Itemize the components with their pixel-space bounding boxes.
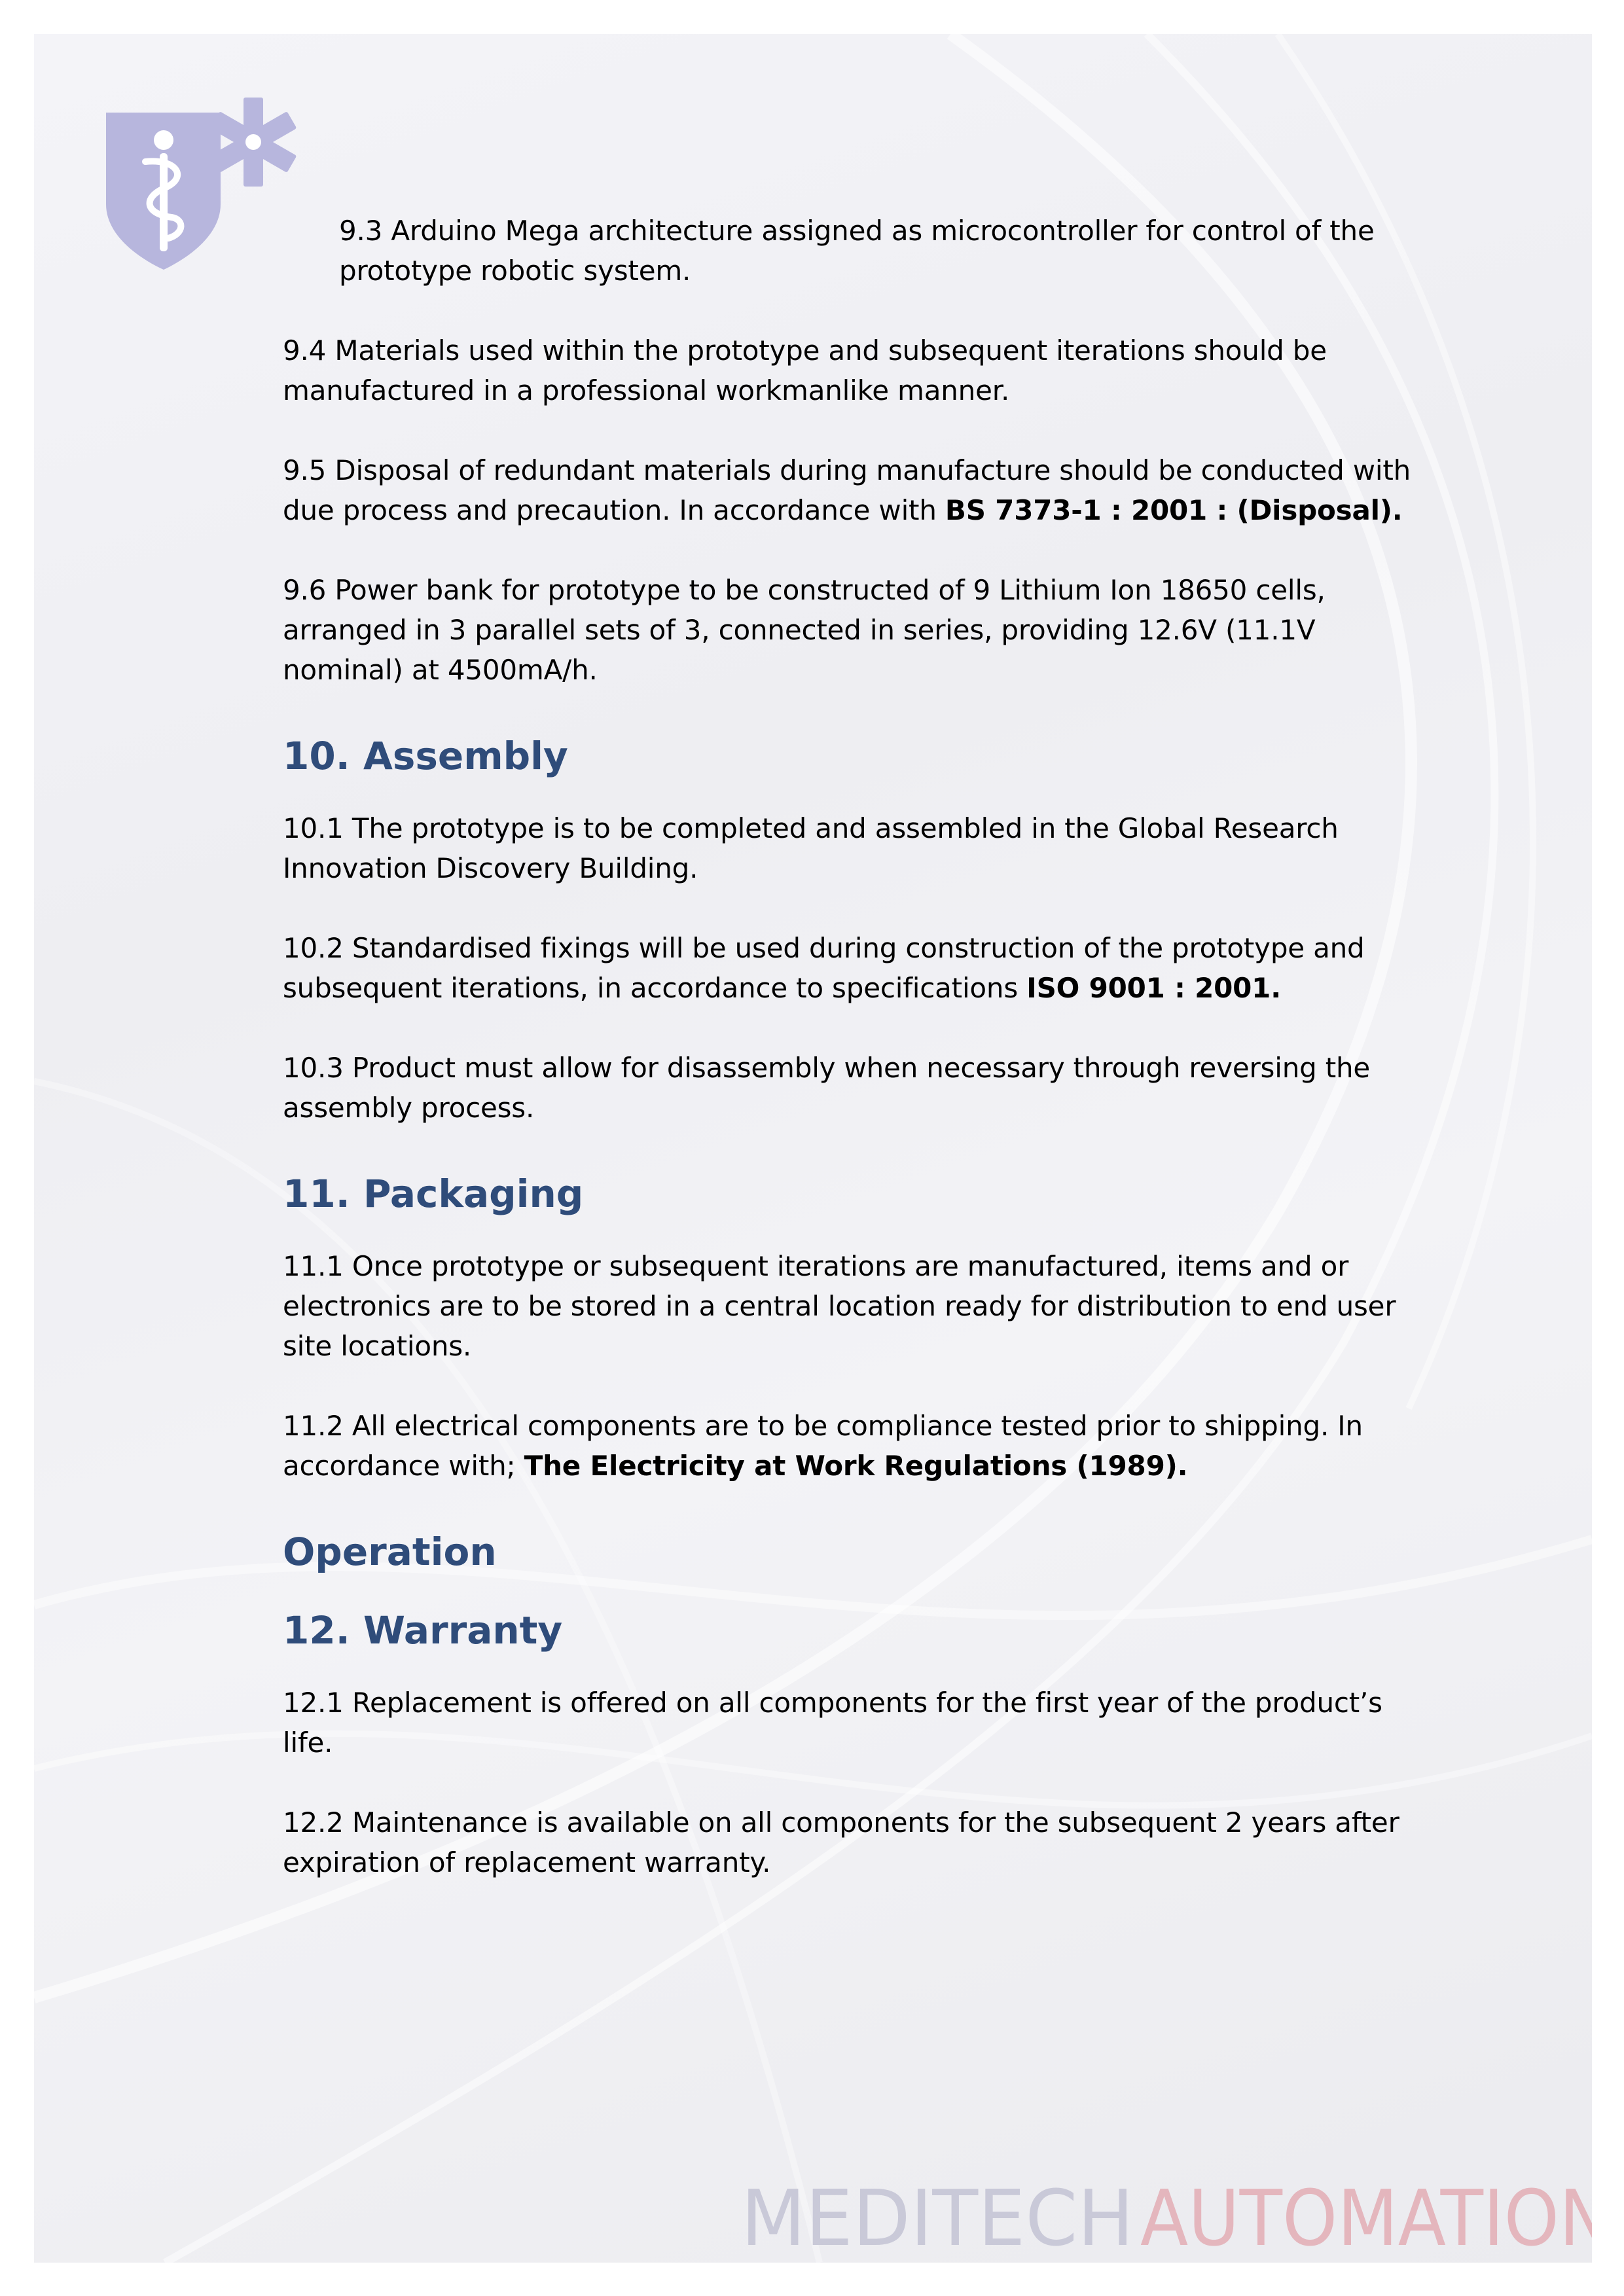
paragraph-9-3 — [283, 211, 1435, 291]
paragraph-text: 12.2 Maintenance is available on all components for the subsequent 2 years after expiration of replacement warranty. — [283, 1806, 1399, 1878]
paragraph-text: 11.1 Once prototype or subsequent iterations are manufactured, items and or electronics are to be stored in a central location ready for distribution to end user site locations. — [283, 1250, 1396, 1362]
heading-operation: Operation — [283, 1530, 497, 1574]
paragraph-text: 9.5 Disposal of redundant materials during manufacture should be conducted with due process and precaution. In accordance with — [283, 454, 1411, 526]
paragraph-9-4 — [283, 331, 1435, 410]
brand-part-automation: AUTOMATION — [1140, 2174, 1612, 2259]
document-page — [34, 34, 1612, 2263]
paragraph-11-2 — [283, 1406, 1435, 1486]
brand-part-meditech: MEDITECH — [741, 2174, 1134, 2259]
medical-caduceus-shield-icon — [106, 93, 302, 276]
paragraph-text: 10.2 Standardised fixings will be used during construction of the prototype and subsequent iterations, in accordance to specifications — [283, 932, 1365, 1004]
paragraph-10-3 — [283, 1048, 1435, 1128]
paragraph-text: 10.3 Product must allow for disassembly when necessary through reversing the assembly process. — [283, 1052, 1371, 1124]
paragraph-9-6 — [283, 570, 1435, 690]
paragraph-text: 11.2 All electrical components are to be compliance tested prior to shipping. In accordance with; — [283, 1410, 1363, 1482]
paragraph-12-2 — [283, 1803, 1435, 1882]
paragraph-text: 10.1 The prototype is to be completed and assembled in the Global Research Innovation Discovery Building. — [283, 812, 1339, 884]
regulation-reference: The Electricity at Work Regulations (1989). — [524, 1450, 1188, 1482]
heading-assembly: 10. Assembly — [283, 734, 568, 778]
paragraph-text: 9.4 Materials used within the prototype and subsequent iterations should be manufactured in a professional workmanlike manner. — [283, 334, 1327, 406]
paragraph-text: 9.3 Arduino Mega architecture assigned as microcontroller for control of the prototype robotic system. — [339, 215, 1375, 287]
paragraph-11-1 — [283, 1246, 1435, 1366]
document-content — [283, 211, 1435, 1922]
paragraph-12-1 — [283, 1683, 1435, 1763]
standard-reference: ISO 9001 : 2001. — [1026, 972, 1281, 1004]
standard-reference: BS 7373-1 : 2001 : (Disposal). — [945, 494, 1403, 526]
heading-warranty: 12. Warranty — [283, 1608, 563, 1653]
paragraph-10-2 — [283, 928, 1435, 1008]
paragraph-9-5 — [283, 450, 1435, 530]
paragraph-text: 9.6 Power bank for prototype to be constructed of 9 Lithium Ion 18650 cells, arranged in 3 parallel sets of 3, connected in series, providing 12.6V (11.1V nominal) at 4500mA/h. — [283, 574, 1326, 686]
heading-packaging: 11. Packaging — [283, 1172, 584, 1216]
paragraph-10-1 — [283, 808, 1435, 888]
paragraph-text: 12.1 Replacement is offered on all components for the first year of the product’s life. — [283, 1687, 1382, 1759]
brand-wordmark-logo — [741, 2174, 1612, 2259]
